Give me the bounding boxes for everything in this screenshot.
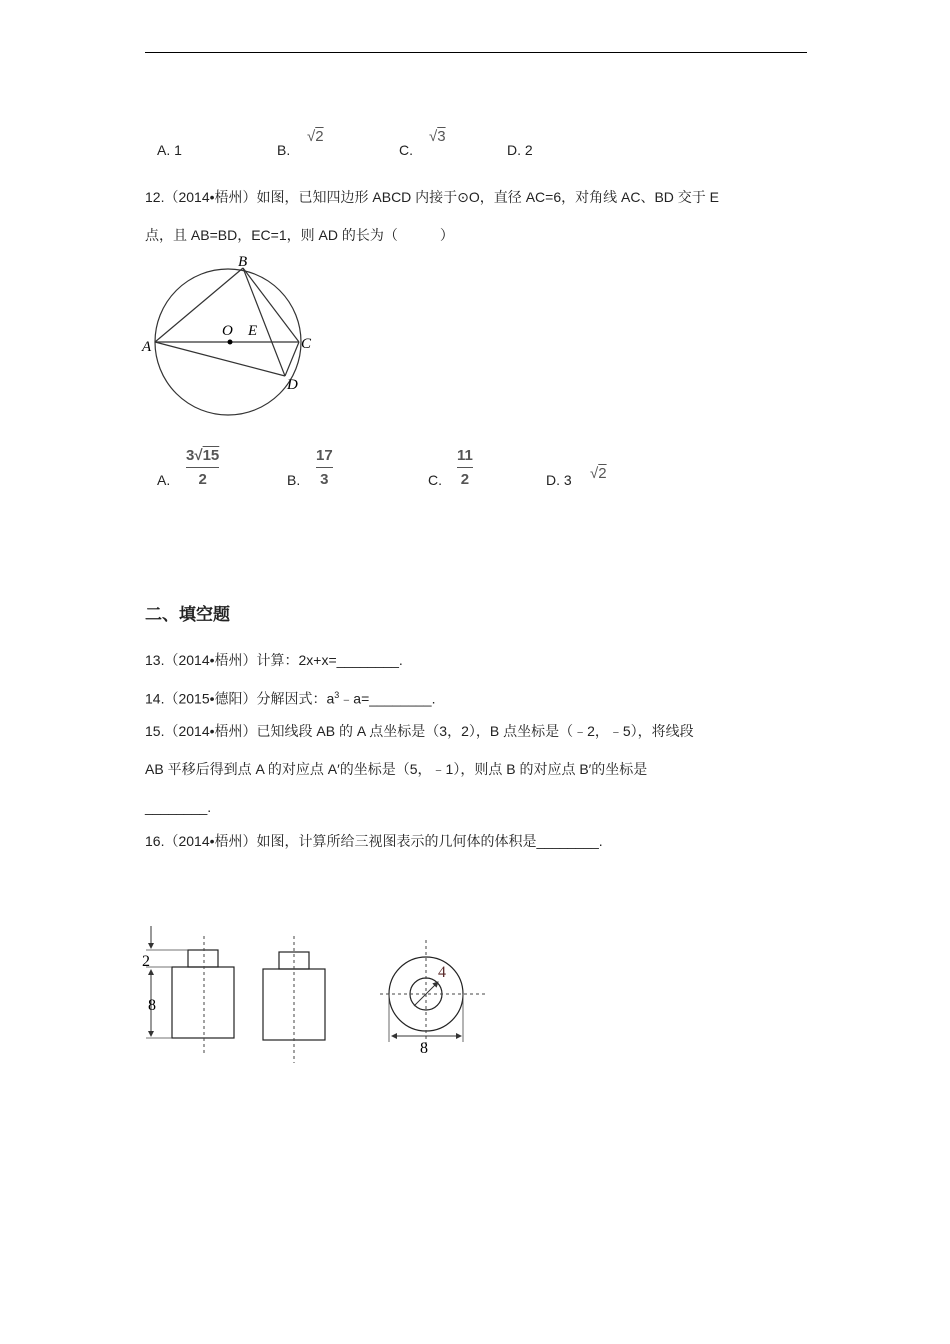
- q12-text-line1: 12.（2014•梧州）如图，已知四边形 ABCD 内接于⊙O，直径 AC=6，对角线 AC、BD 交于 E: [145, 189, 720, 205]
- label-c: C: [301, 336, 312, 352]
- q12-a-fraction-bar: [186, 467, 219, 468]
- label-b: B: [238, 254, 248, 270]
- q11-option-b: B.: [277, 142, 291, 158]
- q12-d-radicand: 2: [598, 465, 607, 482]
- q12-option-b-fraction: [316, 447, 333, 488]
- q12-option-b: B.: [287, 472, 301, 488]
- q12-c-numerator: 11: [457, 447, 473, 464]
- segment-cd: [285, 342, 299, 376]
- q12-c-fraction-bar: [457, 467, 473, 468]
- q12-option-c: C.: [428, 472, 442, 488]
- dim-height-label: 8: [148, 997, 156, 1014]
- section-heading: 二、填空题: [145, 605, 230, 624]
- q11-option-a: A. 1: [157, 142, 182, 158]
- q16-text: 16.（2014•梧州）如图，计算所给三视图表示的几何体的体积是________.: [145, 833, 603, 849]
- q12-b-fraction-bar: [316, 467, 333, 468]
- segment-bd: [243, 268, 285, 376]
- q12-a-denominator: 2: [198, 471, 207, 488]
- q12-option-d-radical: √2: [590, 465, 607, 482]
- q11-b-radicand: 2: [315, 128, 324, 145]
- q11-option-b-radical: √2: [307, 128, 324, 145]
- q12-option-c-fraction: [457, 447, 473, 488]
- segment-ad: [155, 342, 285, 376]
- q11-option-d: D. 2: [507, 142, 533, 158]
- label-e: E: [248, 323, 258, 339]
- q12-text-line2: 点，且 AB=BD，EC=1，则 AD 的长为（ ）: [145, 227, 454, 243]
- q12-c-denominator: 2: [460, 471, 470, 488]
- dim-outer-label: 8: [420, 1040, 428, 1057]
- center-dot: [228, 340, 233, 345]
- header-rule: [145, 52, 807, 53]
- q14-text: 14.（2015•德阳）分解因式：$a^3﹣a=\_\_\_\_\_\_\_\_$.: [145, 690, 436, 707]
- label-a: A: [142, 339, 152, 355]
- q12-b-denominator: 3: [320, 471, 329, 488]
- q11-option-c-radical: √3: [429, 128, 446, 145]
- q12-a-numerator: 3√15: [186, 447, 220, 464]
- q15-text-line1: 15.（2014•梧州）已知线段 AB 的 A 点坐标是（3，2），B 点坐标是（﹣2，﹣5），将线段: [145, 723, 694, 739]
- q15-text-line2: AB 平移后得到点 A 的对应点 A′的坐标是（5，﹣1），则点 B 的对应点 B′的坐标是: [145, 761, 648, 777]
- dim-top-label: 2: [142, 953, 150, 970]
- q11-option-c: C.: [399, 142, 413, 158]
- q16-three-view-figure: [138, 918, 498, 1068]
- q11-c-radicand: 3: [437, 128, 446, 145]
- q12-option-a: A.: [157, 472, 171, 488]
- top-view: [380, 940, 486, 1057]
- q15-text-line3: ________.: [145, 799, 212, 815]
- front-view: [142, 926, 234, 1056]
- label-o: O: [222, 323, 233, 339]
- q13-text: 13.（2014•梧州）计算：2x+x=________.: [145, 652, 403, 668]
- label-d: D: [287, 377, 298, 393]
- dim-inner-label: 4: [438, 964, 446, 981]
- q12-option-d: D. 3: [546, 472, 572, 488]
- side-view: [263, 936, 325, 1063]
- q12-option-a-fraction: [186, 447, 219, 488]
- q12-b-numerator: 17: [316, 447, 333, 464]
- q12-circle-figure: [140, 250, 320, 420]
